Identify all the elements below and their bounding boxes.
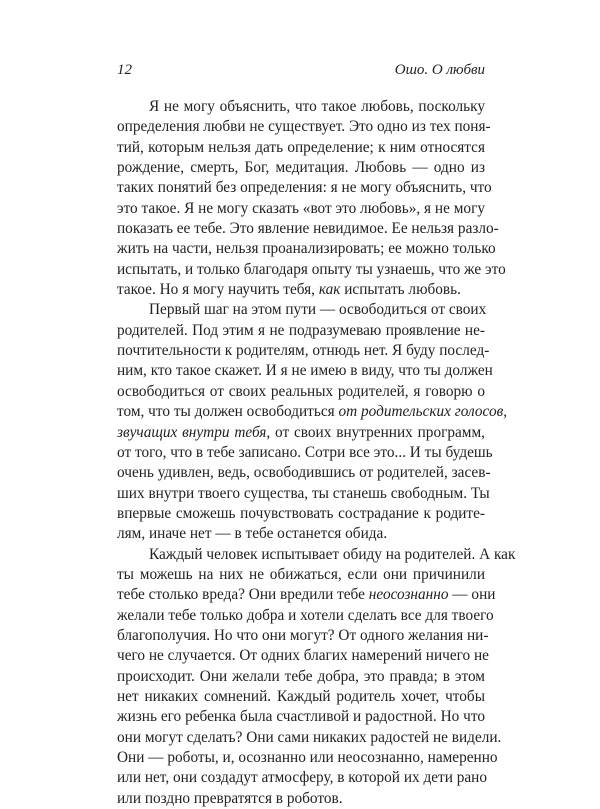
- text-line: [117, 402, 508, 422]
- text-line: [117, 728, 502, 748]
- text-run: почтительности к родителям, отнюдь нет. Я буду послед-: [117, 342, 490, 360]
- text-run: ших внутри твоего существа, ты станешь свободным. Ты: [117, 484, 490, 502]
- text-run: ты можешь на них не обижаться, если они причинили: [117, 565, 485, 583]
- italic-text: как: [318, 281, 341, 299]
- text-run: Они — роботы, и, осознанно или неосознанно, намеренно: [117, 749, 498, 766]
- text-line: [117, 646, 489, 666]
- text-line: [117, 687, 485, 707]
- text-run: родителей. Под этим я не подразумеваю проявление не-: [117, 321, 485, 339]
- text-run: нет никаких сомнений. Каждый родитель хочет, чтобы: [117, 687, 485, 705]
- text-run: жизнь его ребенка была счастливой и радостной. Но что: [117, 708, 485, 726]
- text-run: лям, иначе нет — в тебе останется обида.: [117, 525, 388, 543]
- text-run: от того, что в тебе записано. Сотри все это... И ты будешь: [117, 443, 493, 461]
- text-run: происходит. Они желали тебе добра, это правда; в этом: [117, 667, 485, 685]
- text-line: [117, 260, 506, 280]
- text-line: [117, 117, 491, 137]
- text-run: тий, которым нельзя дать определение; к ним относятся: [117, 138, 485, 156]
- text-line: [117, 484, 490, 504]
- text-line: [117, 361, 493, 381]
- text-run: ним, кто такое скажет. И я не имею в виду, что ты должен: [117, 362, 493, 380]
- text-run: благополучия. Но что они могут? От одного желания ни-: [117, 626, 489, 644]
- text-line: [117, 626, 489, 646]
- text-line: [117, 585, 496, 605]
- text-run: определения любви не существует. Это одно из тех поня-: [117, 118, 491, 136]
- text-line: [117, 789, 485, 809]
- text-line: [117, 219, 499, 239]
- paragraph: [117, 300, 508, 544]
- text-line: [117, 138, 485, 158]
- text-run: таких понятий без определения: я не могу объяснить, что: [117, 179, 492, 197]
- text-line: [117, 199, 485, 219]
- text-run: они могут сделать? Они сами никаких радостей не видели.: [117, 728, 502, 746]
- italic-text: звучащих внутри тебя: [117, 423, 267, 441]
- text-line: [117, 768, 488, 788]
- text-run: испытать любовь.: [340, 281, 461, 299]
- page-header: [117, 62, 485, 84]
- text-line: [117, 545, 516, 565]
- text-line: [117, 382, 485, 402]
- text-run: освободиться от своих реальных родителей, я говорю о: [117, 382, 485, 400]
- text-run: Я не могу объяснить, что такое любовь, поскольку: [149, 98, 485, 115]
- text-line: [117, 239, 496, 259]
- text-run: жить на части, нельзя проанализировать; ее можно только: [117, 240, 496, 258]
- text-run: , от своих внутренних программ,: [266, 423, 485, 441]
- text-line: [117, 504, 485, 524]
- text-run: том, что ты должен освободиться: [117, 403, 339, 421]
- page-number: 12: [117, 62, 132, 78]
- text-line: [117, 524, 485, 544]
- text-run: — они: [448, 586, 496, 604]
- italic-text: от родительских голосов,: [338, 403, 508, 421]
- italic-text: неосознанно: [368, 586, 449, 604]
- text-run: чего не случается. От одних благих намерений ничего не: [117, 647, 489, 665]
- text-line: [117, 97, 485, 117]
- text-run: испытать, и только благодаря опыту ты узнаешь, что же это: [117, 260, 506, 278]
- text-line: [117, 606, 494, 626]
- text-run: такое. Но я могу научить тебя,: [117, 281, 319, 299]
- running-title: Ошо. О любви: [394, 62, 485, 78]
- text-line: [117, 300, 485, 320]
- text-run: это такое. Я не могу сказать «вот это любовь», я не могу: [117, 199, 485, 217]
- text-run: или нет, они создадут атмосферу, в которой их дети рано: [117, 769, 488, 787]
- text-line: [117, 667, 485, 687]
- text-line: [117, 463, 491, 483]
- text-line: [117, 280, 485, 300]
- text-line: [117, 158, 485, 178]
- text-line: [117, 178, 492, 198]
- text-run: или поздно превратятся в роботов.: [117, 789, 343, 807]
- text-line: [117, 707, 485, 727]
- text-line: [117, 443, 493, 463]
- text-run: Каждый человек испытывает обиду на родителей. А как: [149, 545, 516, 563]
- text-run: впервые сможешь почувствовать сострадание к родите-: [117, 504, 485, 522]
- text-run: показать ее тебе. Это явление невидимое. Ее нельзя разло-: [117, 220, 499, 238]
- text-run: тебе столько вреда? Они вредили тебе: [117, 586, 369, 604]
- text-run: очень удивлен, ведь, освободившись от родителей, засев-: [117, 464, 491, 482]
- text-line: [117, 423, 485, 443]
- paragraph: [117, 97, 506, 300]
- text-run: рождение, смерть, Бог, медитация. Любовь — одно из: [117, 159, 485, 177]
- text-run: желали тебе только добра и хотели сделать все для твоего: [117, 606, 494, 624]
- text-line: [117, 748, 498, 768]
- body-text: [117, 97, 516, 809]
- text-line: [117, 341, 490, 361]
- paragraph: [117, 545, 516, 809]
- text-line: [117, 321, 485, 341]
- text-run: Первый шаг на этом пути — освободиться от своих: [149, 301, 487, 319]
- text-line: [117, 565, 485, 585]
